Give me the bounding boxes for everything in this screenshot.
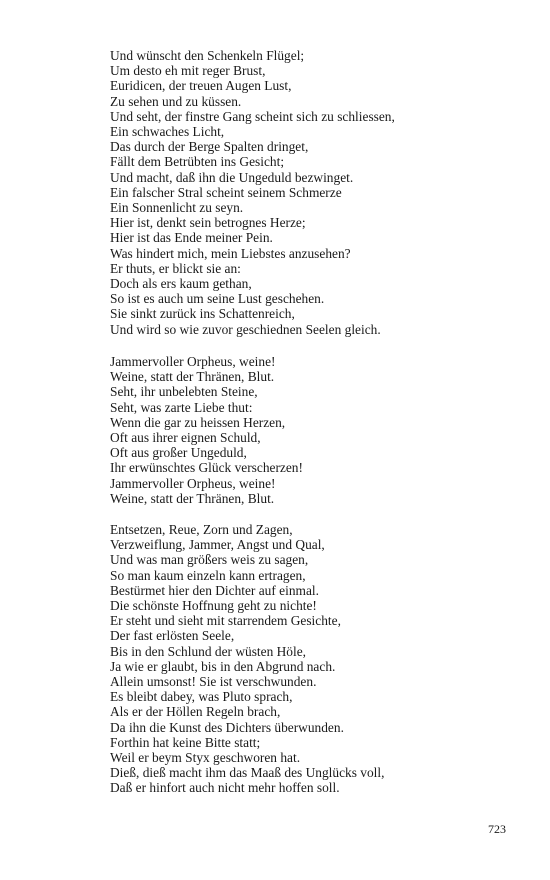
verse-line: Er steht und sieht mit starrendem Gesichte,	[110, 613, 341, 629]
verse-line: Oft aus ihrer eignen Schuld,	[110, 430, 261, 446]
verse-line: Es bleibt dabey, was Pluto sprach,	[110, 689, 293, 705]
verse-line: Seht, was zarte Liebe thut:	[110, 399, 253, 415]
stanza-2	[110, 354, 530, 506]
verse-line: Er thuts, er blickt sie an:	[110, 260, 241, 276]
verse-line: Wenn die gar zu heissen Herzen,	[110, 414, 286, 430]
verse-line: Ein schwaches Licht,	[110, 124, 225, 140]
verse-line: Und wünscht den Schenkeln Flügel;	[110, 48, 305, 63]
verse-line: So ist es auch um seine Lust geschehen.	[110, 291, 325, 307]
verse-line: Oft aus großer Ungeduld,	[110, 445, 247, 461]
verse-line: Ja wie er glaubt, bis in den Abgrund nach.	[110, 658, 336, 674]
verse-line: Was hindert mich, mein Liebstes anzusehen?	[110, 245, 351, 261]
verse-line: Zu sehen und zu küssen.	[110, 93, 242, 109]
stanza-3	[110, 522, 530, 796]
verse-line: Euridicen, der treuen Augen Lust,	[110, 78, 292, 94]
verse-line: Um desto eh mit reger Brust,	[110, 63, 266, 79]
verse-line: Dieß, dieß macht ihm das Maaß des Unglücks voll,	[110, 765, 385, 781]
verse-line: Bestürmet hier den Dichter auf einmal.	[110, 582, 319, 598]
verse-line: Hier ist, denkt sein betrognes Herze;	[110, 215, 306, 231]
verse-line: Jammervoller Orpheus, weine!	[110, 475, 276, 491]
verse-line: Ein Sonnenlicht zu seyn.	[110, 200, 244, 216]
verse-line: So man kaum einzeln kann ertragen,	[110, 567, 306, 583]
verse-line: Sie sinkt zurück ins Schattenreich,	[110, 306, 295, 322]
verse-line: Forthin hat keine Bitte statt;	[110, 734, 261, 750]
verse-line: Und wird so wie zuvor geschiednen Seelen gleich.	[110, 321, 381, 337]
verse-line: Weil er beym Styx geschworen hat.	[110, 750, 301, 766]
verse-line: Weine, statt der Thränen, Blut.	[110, 369, 275, 385]
verse-line: Der fast erlösten Seele,	[110, 628, 235, 644]
verse-line: Seht, ihr unbelebten Steine,	[110, 384, 258, 400]
page-number: 723	[488, 822, 506, 836]
verse-line: Und seht, der finstre Gang scheint sich zu schliessen,	[110, 108, 395, 124]
verse-line: Und macht, daß ihn die Ungeduld bezwinget.	[110, 169, 354, 185]
verse-line: Doch als ers kaum gethan,	[110, 276, 252, 292]
verse-line: Bis in den Schlund der wüsten Höle,	[110, 643, 307, 659]
verse-line: Jammervoller Orpheus, weine!	[110, 354, 276, 369]
verse-line: Allein umsonst! Sie ist verschwunden.	[110, 674, 317, 690]
verse-line: Daß er hinfort auch nicht mehr hoffen soll.	[110, 780, 340, 796]
verse-line: Die schönste Hoffnung geht zu nichte!	[110, 598, 317, 614]
verse-line: Entsetzen, Reue, Zorn und Zagen,	[110, 522, 293, 537]
verse-line: Ihr erwünschtes Glück verscherzen!	[110, 460, 303, 476]
verse-line: Und was man größers weis zu sagen,	[110, 552, 309, 568]
verse-line: Ein falscher Stral scheint seinem Schmerze	[110, 184, 342, 200]
verse-line: Hier ist das Ende meiner Pein.	[110, 230, 273, 246]
stanza-1	[110, 48, 530, 337]
verse-line: Weine, statt der Thränen, Blut.	[110, 490, 275, 506]
verse-line: Als er der Höllen Regeln brach,	[110, 704, 281, 720]
verse-line: Verzweiflung, Jammer, Angst und Qual,	[110, 537, 325, 553]
verse-line: Fällt dem Betrübten ins Gesicht;	[110, 154, 285, 170]
verse-line: Das durch der Berge Spalten dringet,	[110, 139, 309, 155]
verse-line: Da ihn die Kunst des Dichters überwunden.	[110, 719, 344, 735]
